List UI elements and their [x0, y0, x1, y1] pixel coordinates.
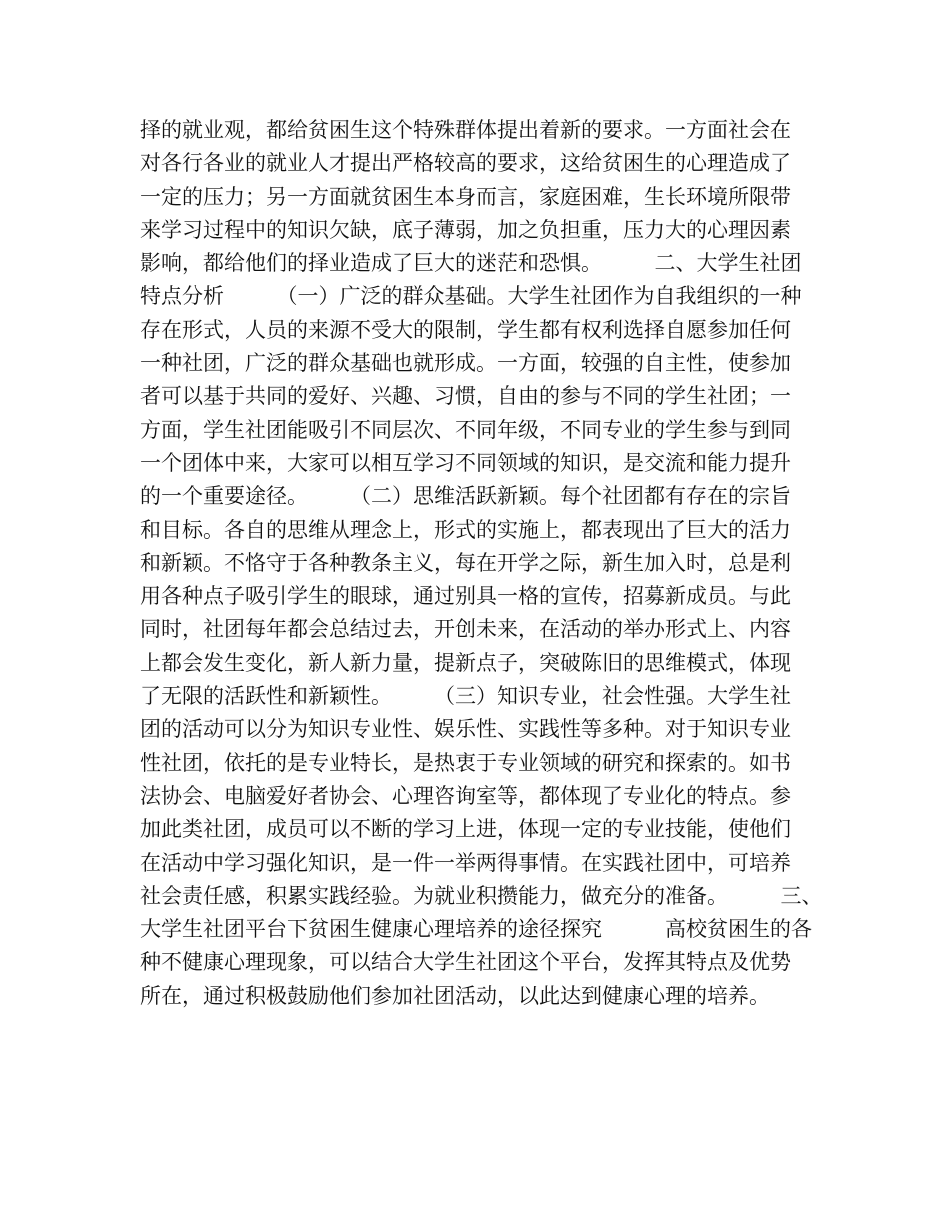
text-line: 和目标。各自的思维从理念上，形式的实施上，都表现出了巨大的活力	[140, 517, 791, 542]
body-text	[140, 114, 830, 1013]
text-line: 加此类社团，成员可以不断的学习上进，体现一定的专业技能，使他们	[140, 817, 791, 842]
text-line: 大学生社团平台下贫困生健康心理培养的途径探究 高校贫困生的各	[140, 917, 812, 942]
text-line: 来学习过程中的知识欠缺，底子薄弱，加之负担重，压力大的心理因素	[140, 217, 791, 242]
text-line: 社会责任感，积累实践经验。为就业积攒能力，做充分的准备。 三、	[140, 883, 823, 908]
text-line: 所在，通过积极鼓励他们参加社团活动，以此达到健康心理的培养。	[140, 983, 770, 1008]
text-line: 择的就业观，都给贫困生这个特殊群体提出着新的要求。一方面社会在	[140, 118, 791, 142]
text-line: 一种社团，广泛的群众基础也就形成。一方面，较强的自主性，使参加	[140, 351, 791, 376]
text-line: 性社团，依托的是专业特长，是热衷于专业领域的研究和探索的。如书	[140, 750, 791, 775]
text-line: 者可以基于共同的爱好、兴趣、习惯，自由的参与不同的学生社团；一	[140, 384, 791, 409]
text-line: 团的活动可以分为知识专业性、娱乐性、实践性等多种。对于知识专业	[140, 717, 791, 742]
text-line: 方面，学生社团能吸引不同层次、不同年级，不同专业的学生参与到同	[140, 417, 791, 442]
text-line: 对各行各业的就业人才提出严格较高的要求，这给贫困生的心理造成了	[140, 151, 791, 176]
text-line: 特点分析 （一）广泛的群众基础。大学生社团作为自我组织的一种	[140, 284, 802, 309]
text-line: 法协会、电脑爱好者协会、心理咨询室等，都体现了专业化的特点。参	[140, 783, 791, 808]
text-line: 一个团体中来，大家可以相互学习不同领域的知识，是交流和能力提升	[140, 450, 791, 475]
text-line: 影响，都给他们的择业造成了巨大的迷茫和恐惧。 二、大学生社团	[140, 251, 802, 276]
text-line: 上都会发生变化，新人新力量，提新点子，突破陈旧的思维模式，体现	[140, 650, 791, 675]
text-line: 种不健康心理现象，可以结合大学生社团这个平台，发挥其特点及优势	[140, 950, 791, 975]
text-line: 和新颖。不恪守于各种教条主义，每在开学之际，新生加入时，总是利	[140, 550, 791, 575]
text-line: 同时，社团每年都会总结过去，开创未来，在活动的举办形式上、内容	[140, 617, 791, 642]
text-line: 了无限的活跃性和新颖性。 （三）知识专业，社会性强。大学生社	[140, 684, 791, 709]
text-line: 存在形式，人员的来源不受大的限制，学生都有权利选择自愿参加任何	[140, 317, 791, 342]
text-line: 在活动中学习强化知识，是一件一举两得事情。在实践社团中，可培养	[140, 850, 791, 875]
text-line: 用各种点子吸引学生的眼球，通过别具一格的宣传，招募新成员。与此	[140, 584, 791, 609]
text-line: 一定的压力；另一方面就贫困生本身而言，家庭困难，生长环境所限带	[140, 184, 791, 209]
text-line: 的一个重要途径。 （二）思维活跃新颖。每个社团都有存在的宗旨	[140, 484, 791, 509]
